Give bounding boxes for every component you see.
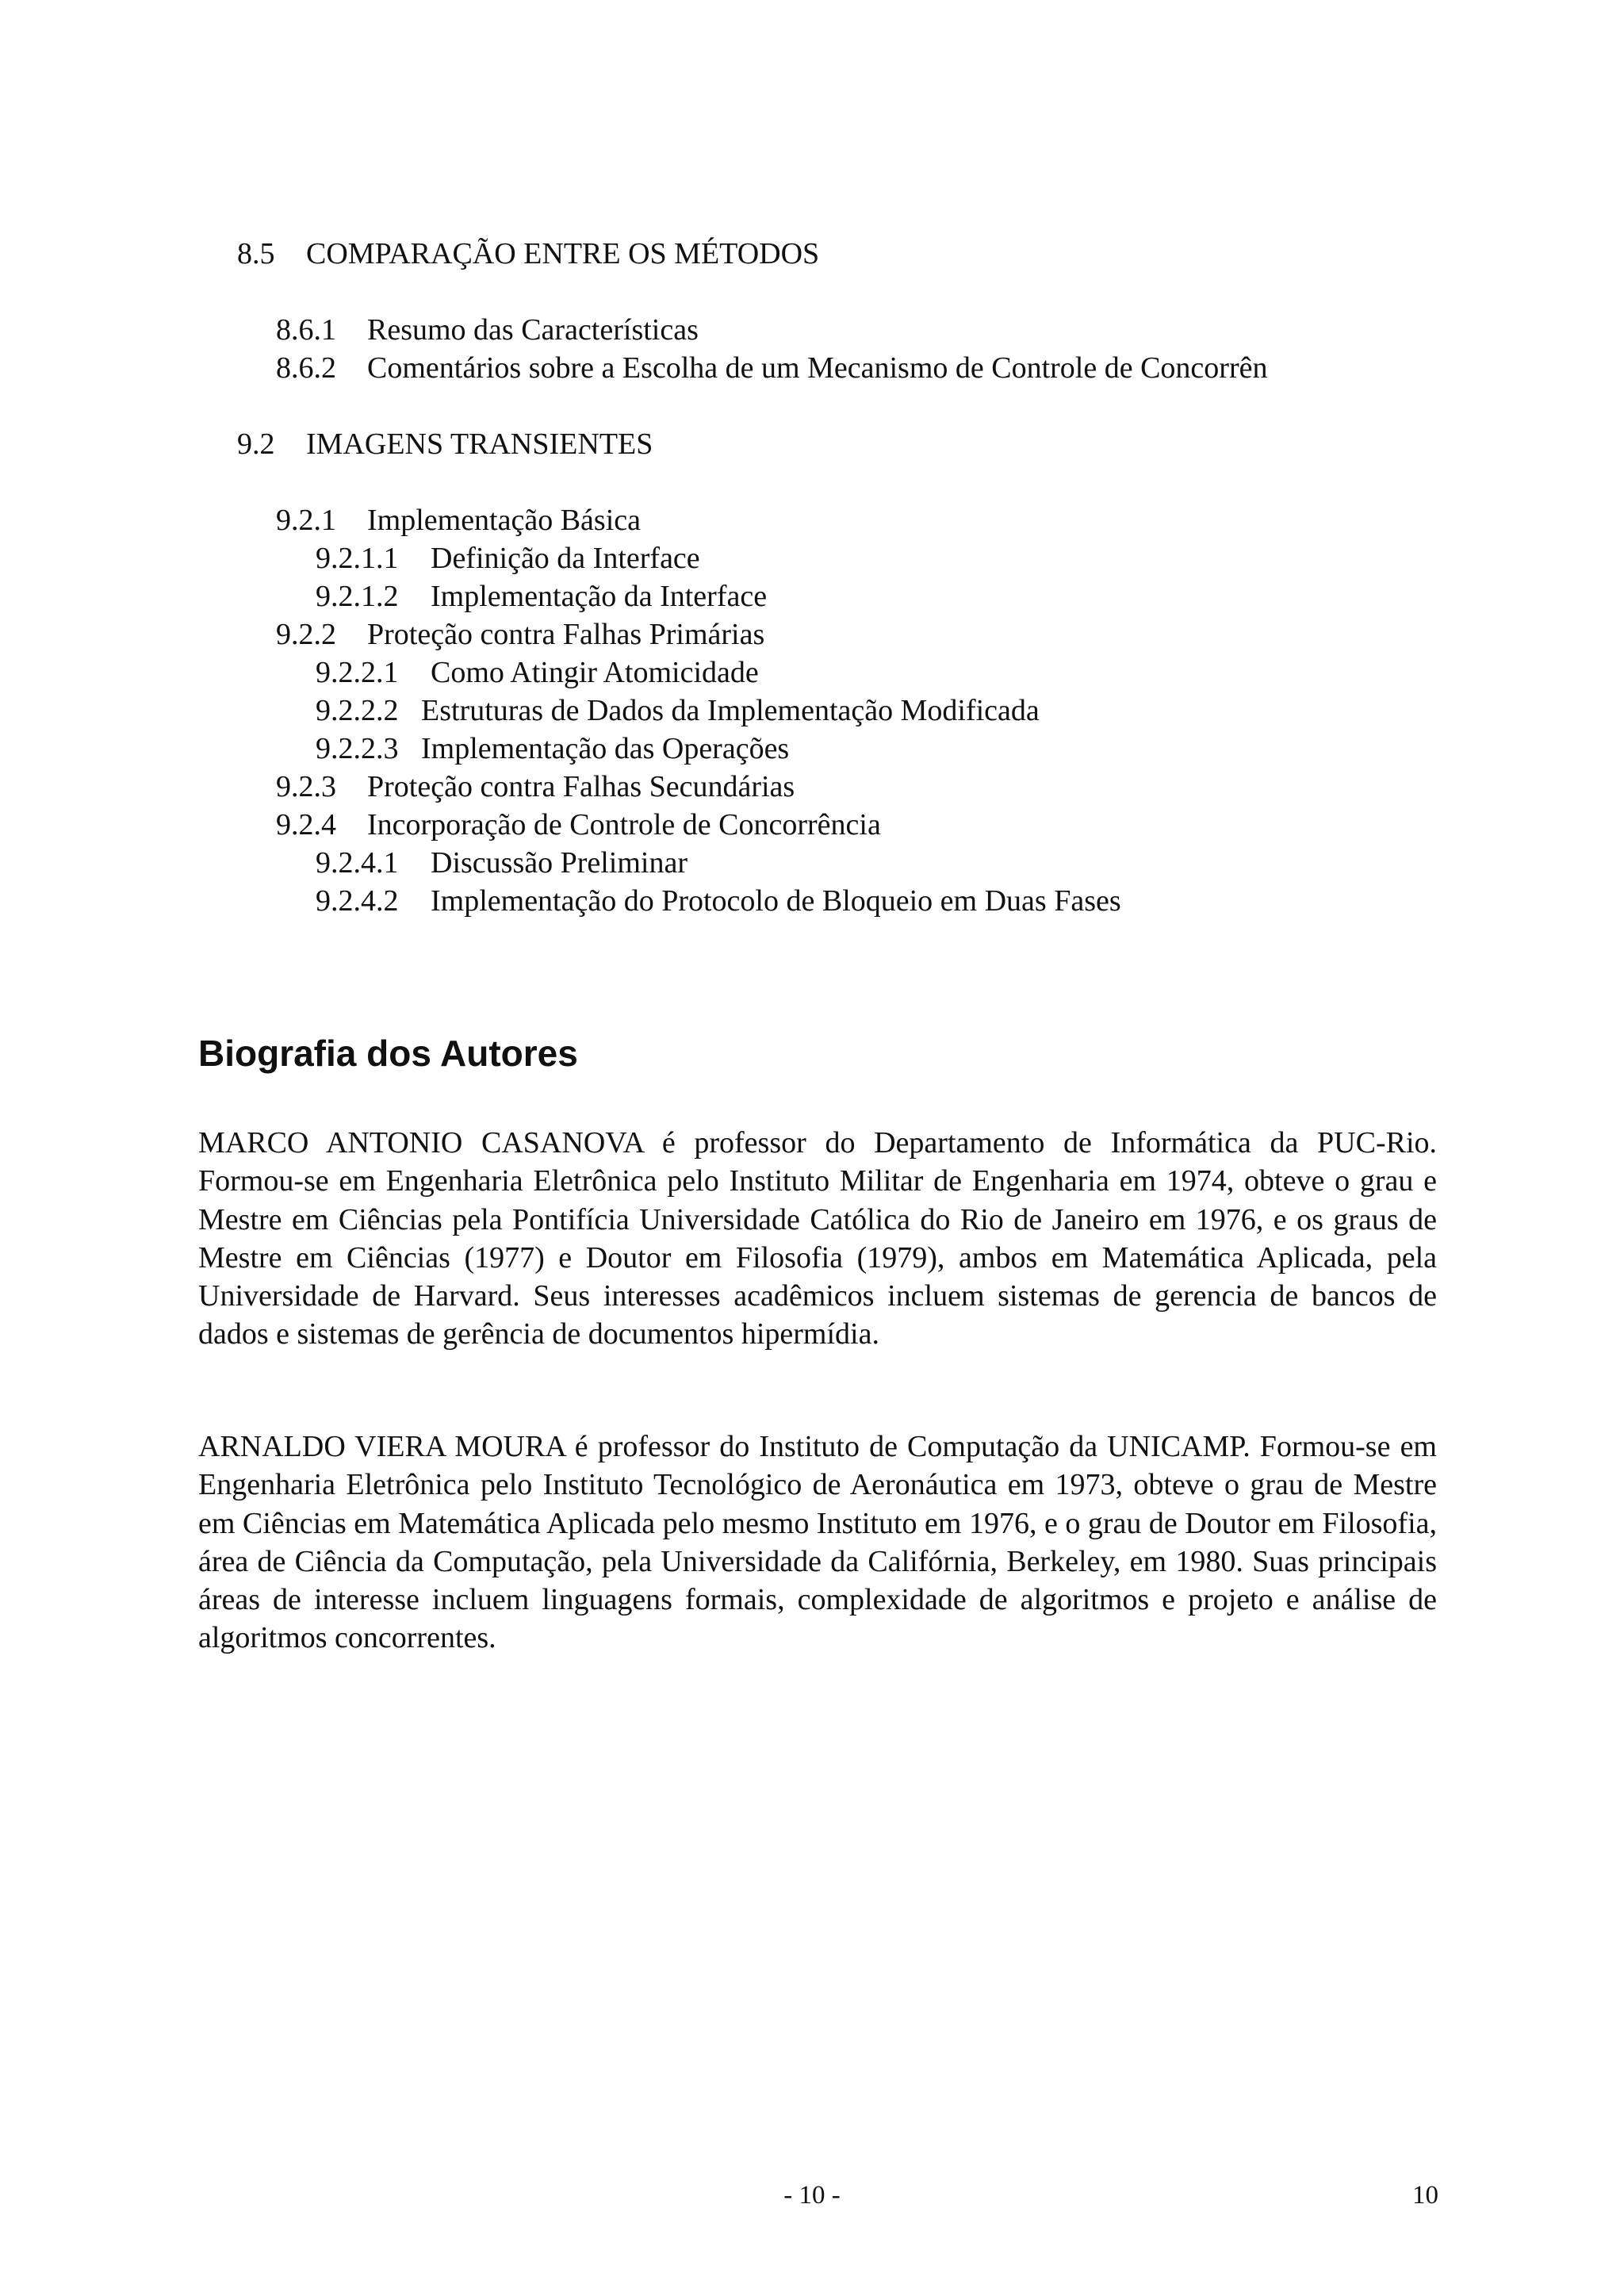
toc-entry xyxy=(276,615,764,654)
toc-entry xyxy=(316,844,688,882)
toc-title: Discussão Preliminar xyxy=(431,846,688,880)
toc-title: Implementação Básica xyxy=(367,504,642,537)
toc-entry xyxy=(316,539,700,577)
toc-title: Implementação da Interface xyxy=(431,580,768,613)
toc-title: Implementação das Operações xyxy=(421,732,790,765)
toc-entry xyxy=(316,654,759,692)
toc-number: 8.5 xyxy=(237,237,275,270)
page-number-right: 10 xyxy=(1412,2181,1438,2210)
toc-number: 8.6.2 xyxy=(276,351,336,385)
toc-number: 9.2.3 xyxy=(276,770,336,803)
toc-title: Incorporação de Controle de Concorrência xyxy=(367,808,881,841)
toc-title: IMAGENS TRANSIENTES xyxy=(306,427,653,461)
toc-entry xyxy=(316,692,1040,730)
page-number-center: - 10 - xyxy=(783,2181,841,2210)
toc-title: Estruturas de Dados da Implementação Modificada xyxy=(421,694,1040,727)
toc-number: 9.2.2.1 xyxy=(316,656,399,689)
toc-number: 9.2.1.2 xyxy=(316,580,399,613)
toc-entry xyxy=(237,235,819,273)
toc-number: 9.2.1 xyxy=(276,504,336,537)
toc-entry xyxy=(276,311,699,349)
author-bio-paragraph: ARNALDO VIERA MOURA é professor do Instituto de Computação da UNICAMP. Formou-se em Engenharia Eletrônica pelo Instituto Tecnológico de Aeronáutica em 1973, obteve o grau de Mestre em Ciências em Matemática Aplicada pelo mesmo Instituto em 1976, e o grau de Doutor em Filosofia, área de Ciência da Computação, pela Universidade da Califórnia, Berkeley, em 1980. Suas principais áreas de interesse incluem linguagens formais, complexidade de algoritmos e projeto e análise de algoritmos concorrentes. xyxy=(198,1430,1437,1655)
toc-number: 9.2.1.1 xyxy=(316,542,399,575)
toc-entry xyxy=(316,882,1121,920)
toc-number: 9.2.4.2 xyxy=(316,884,399,918)
toc-number: 9.2.2 xyxy=(276,618,336,651)
toc-title: COMPARAÇÃO ENTRE OS MÉTODOS xyxy=(306,237,820,270)
toc-title: Comentários sobre a Escolha de um Mecanismo de Controle de Concorrên xyxy=(367,351,1268,385)
toc-entry xyxy=(276,768,795,806)
author-bio-paragraph: MARCO ANTONIO CASANOVA é professor do Departamento de Informática da PUC-Rio. Formou-se em Engenharia Eletrônica pelo Instituto Militar de Engenharia em 1974, obteve o grau e Mestre em Ciências pela Pontifícia Universidade Católica do Rio de Janeiro em 1976, e os graus de Mestre em Ciências (1977) e Doutor em Filosofia (1979), ambos em Matemática Aplicada, pela Universidade de Harvard. Seus interesses acadêmicos incluem sistemas de gerencia de bancos de dados e sistemas de gerência de documentos hipermídia. xyxy=(198,1126,1437,1351)
toc-number: 8.6.1 xyxy=(276,313,336,347)
toc-entry xyxy=(276,806,881,844)
toc-title: Proteção contra Falhas Secundárias xyxy=(367,770,795,803)
toc-entry xyxy=(237,425,653,463)
toc-entry xyxy=(276,349,1267,387)
toc-number: 9.2.2.2 xyxy=(316,694,399,727)
toc-title: Resumo das Características xyxy=(367,313,699,347)
toc-number: 9.2.4.1 xyxy=(316,846,399,880)
toc-title: Como Atingir Atomicidade xyxy=(431,656,759,689)
toc-entry xyxy=(316,577,767,615)
toc-number: 9.2.4 xyxy=(276,808,336,841)
toc-title: Implementação do Protocolo de Bloqueio em Duas Fases xyxy=(431,884,1121,918)
toc-entry xyxy=(276,501,641,539)
section-heading: Biografia dos Autores xyxy=(198,1033,578,1074)
toc-number: 9.2.2.3 xyxy=(316,732,399,765)
toc-entry xyxy=(316,730,789,768)
toc-title: Definição da Interface xyxy=(431,542,700,575)
toc-number: 9.2 xyxy=(237,427,275,461)
toc-title: Proteção contra Falhas Primárias xyxy=(367,618,765,651)
